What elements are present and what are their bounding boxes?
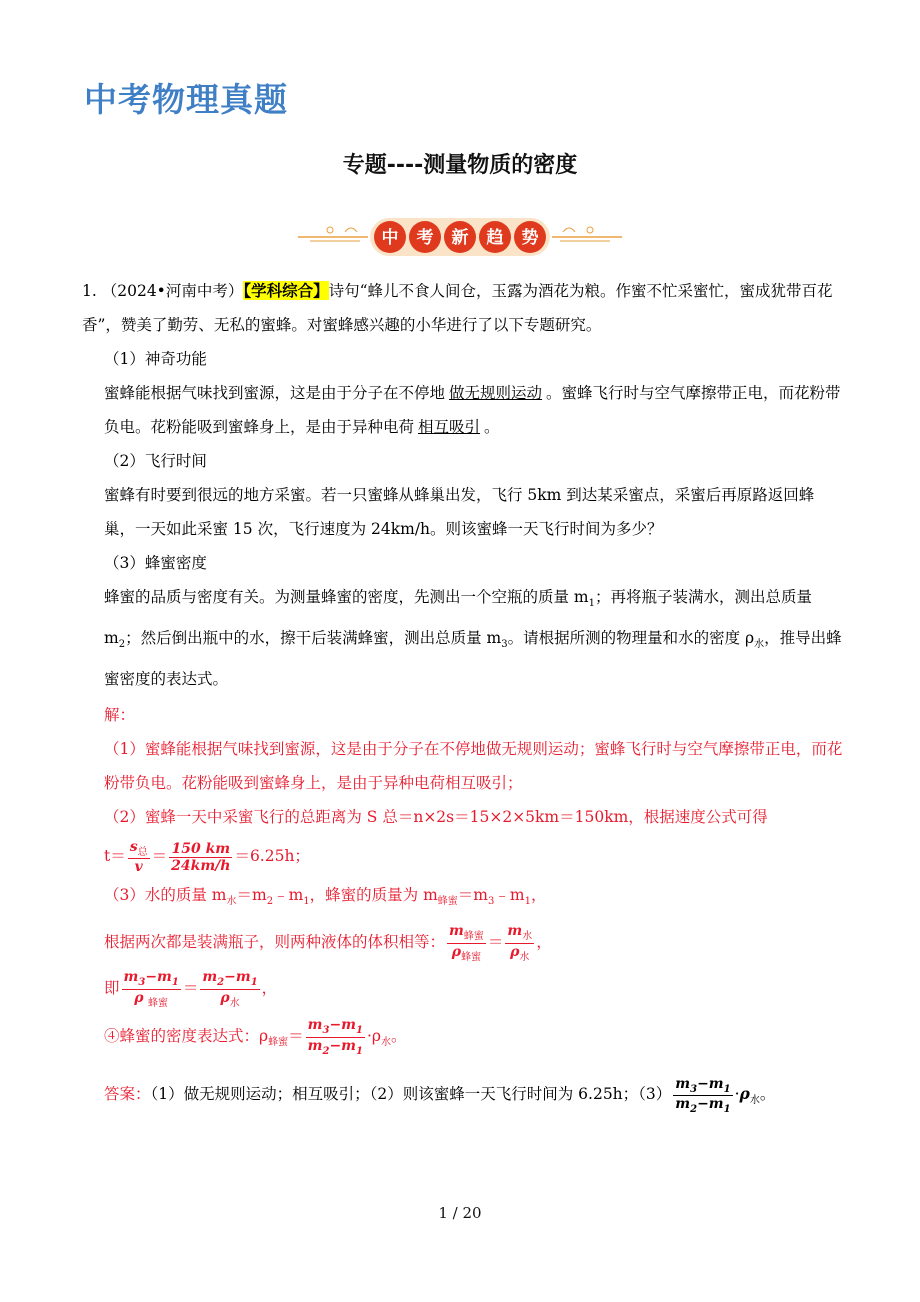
fraction-m3-m1: $\frac{m_3-m_1}{\rho _{蜂蜜}}$ [123, 969, 179, 1009]
fraction-water: $\frac{m_水}{\rho_水}$ [507, 923, 533, 963]
banner-char: 趋 [486, 228, 504, 248]
question-content [82, 274, 844, 1127]
question-source: （2024•河南中考） [101, 282, 244, 300]
blank-answer-1: 做无规则运动 [449, 384, 543, 402]
fraction-m2-m1: $\frac{m_2-m_1}{\rho_水}$ [202, 969, 258, 1009]
answer-line: 答案：（1）做无规则运动；相互吸引；（2）则该蜜蜂一天飞行时间为 6.25h；（3） $\frac{m_3-m_1}{m_2-m_1}$ $\cdot\rho_水$。 [104, 1075, 776, 1115]
banner-char: 中 [381, 228, 399, 248]
part-3-title: （3）蜂蜜密度 [104, 554, 207, 572]
fraction-distance-over-speed: $\frac{150 km}{24km/h}$ [171, 840, 231, 874]
part-2-text: 蜜蜂有时要到很远的地方采蜜。若一只蜜蜂从蜂巢出发，飞行 5km 到达某采蜜点，采蜜后再原路返回蜂巢，一天如此采蜜 15 次，飞行速度为 24km/h。则该蜜蜂一天飞行时间为多少？ [104, 486, 815, 538]
page-header: 中考物理真题 [84, 80, 288, 119]
solution-part-1: （1）蜜蜂能根据气味找到蜜源，这是由于分子在不停地做无规则运动；蜜蜂飞行时与空气摩擦带正电，而花粉带负电。花粉能吸到蜜蜂身上，是由于异种电荷相互吸引； [104, 740, 843, 793]
banner-left-ornament [298, 227, 368, 241]
question-1-stem [82, 274, 844, 342]
part-1-title: （1）神奇功能 [104, 350, 207, 368]
banner-right-ornament [552, 227, 622, 241]
part-1-text: 蜜蜂能根据气味找到蜜源，这是由于分子在不停地 做无规则运动 。蜜蜂飞行时与空气摩擦带正电，而花粉带负电。花粉能吸到蜜蜂身上，是由于异种电荷 相互吸引 。 [104, 384, 841, 436]
fraction-density: $\frac{m_3-m_1}{m_2-m_1}$ [307, 1017, 363, 1057]
solution-label: 解： [104, 706, 136, 725]
fraction-s-over-v: $\frac{s_总}{v}$ [129, 839, 148, 876]
part-3-text: 蜂蜜的品质与密度有关。为测量蜂蜜的密度，先测出一个空瓶的质量 $m_1$；再将瓶子装满水，测出总质量 $m_2$；然后倒出瓶中的水，擦干后装满蜂蜜，测出总质量 $m_3$。请根据所测的物理量和水的密度 $\rho_水$，推导出蜂蜜密度的表达式。 [104, 588, 842, 689]
solution-part-2: （2）蜜蜂一天中采蜜飞行的总距离为 S 总＝n×2s＝15×2×5km＝150km，根据速度公式可得 [104, 808, 768, 827]
question-stem-text: 诗句“蜂儿不食人间仓，玉露为酒花为粮。作蜜不忙采蜜忙，蜜成犹带百花香”，赞美了勤劳、无私的蜜蜂。对蜜蜂感兴趣的小华进行了以下专题研究。 [82, 282, 833, 334]
banner-char: 势 [521, 228, 539, 248]
solution-block [104, 698, 844, 1068]
page-title: 专题----测量物质的密度 [342, 153, 578, 178]
solution-part-3: （3）水的质量 $m_水=m_2﹣m_1$，蜂蜜的质量为 $m_{蜂蜜}=m_3﹣m_1$， [104, 886, 547, 908]
solution-density-expression: ④蜂蜜的密度表达式：$\rho_{蜂蜜}=$ $\frac{m_3-m_1}{m_2-m_1}$ $\cdot\rho_水$。 [104, 1017, 407, 1057]
question-number: 1. [82, 282, 97, 300]
banner-char: 新 [451, 228, 469, 248]
solution-volume-equal: 根据两次都是装满瓶子，则两种液体的体积相等： $\frac{m_{蜂蜜}}{\rho_{蜂蜜}}$ ＝ $\frac{m_水}{\rho_水}$ ， [104, 923, 552, 963]
section-banner [290, 210, 630, 264]
solution-time-formula: t＝ $\frac{s_总}{v}$ ＝ $\frac{150 km}{24km/h}$ ＝6.25h； [104, 839, 310, 876]
banner-char: 考 [416, 228, 434, 248]
page-number: 1 / 20 [438, 1204, 482, 1222]
answer-label: 答案： [104, 1085, 151, 1104]
part-2-title: （2）飞行时间 [104, 452, 207, 470]
fraction-honey: $\frac{m_{蜂蜜}}{\rho_{蜂蜜}}$ [449, 923, 484, 963]
solution-substitution: 即 $\frac{m_3-m_1}{\rho _{蜂蜜}}$ ＝ $\frac{m_2-m_1}{\rho_水}$ ， [104, 969, 278, 1009]
subject-tag: 【学科综合】 [243, 281, 329, 300]
blank-answer-2: 相互吸引 [418, 418, 481, 436]
fraction-answer: $\frac{m_3-m_1}{m_2-m_1}$ [675, 1075, 731, 1115]
